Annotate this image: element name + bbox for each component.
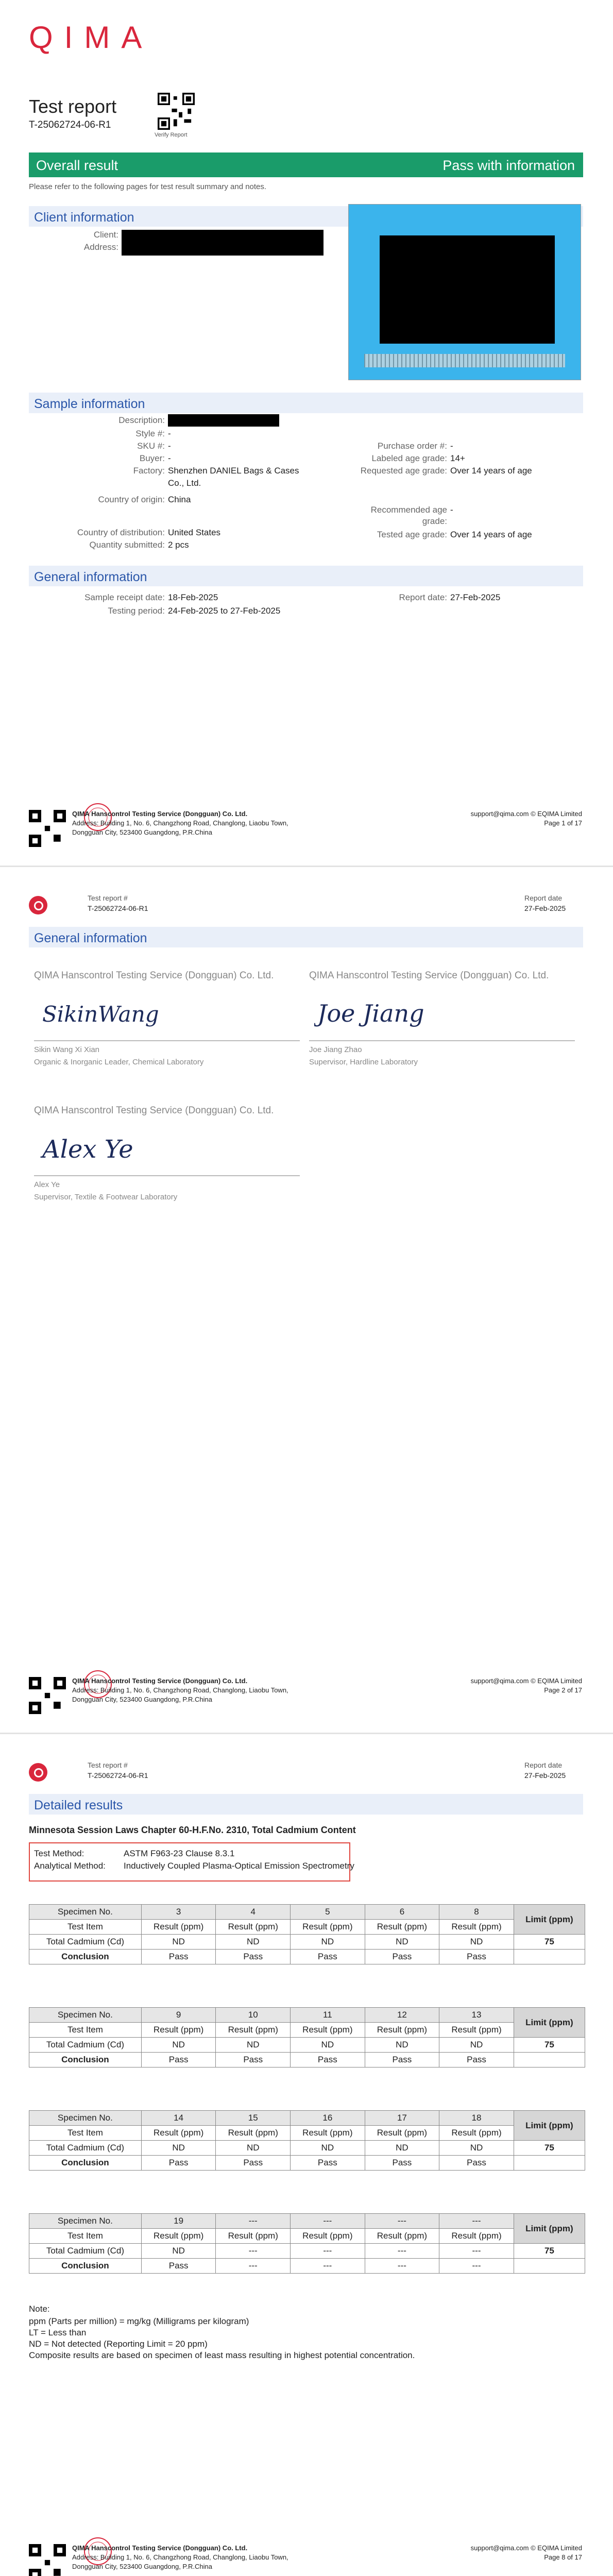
result-cell: ND <box>291 1935 365 1950</box>
footer-address-2: Dongguan City, 523400 Guangdong, P.R.China <box>72 1696 212 1703</box>
test-method-label: Test Method: <box>34 1849 84 1858</box>
footer-company: QIMA Hanscontrol Testing Service (Dongguan) Co. Ltd. <box>72 2544 248 2552</box>
specimen-cell: --- <box>291 2214 365 2229</box>
result-cell: ND <box>365 2038 439 2053</box>
signature-name: Sikin Wang Xi Xian <box>34 1045 100 1054</box>
limit-header-cell: Limit (ppm) <box>514 2214 585 2244</box>
signature-name: Joe Jiang Zhao <box>309 1045 362 1054</box>
recommended-age-value: - <box>450 505 453 515</box>
specimen-header-cell: Specimen No. <box>29 1905 142 1920</box>
test-item-row <box>29 2023 585 2038</box>
result-header-cell: Result (ppm) <box>141 2229 216 2244</box>
note-title: Note: <box>29 2304 50 2314</box>
result-header-cell: Result (ppm) <box>141 2023 216 2038</box>
specimen-cell: 14 <box>141 2111 216 2126</box>
test-item-cell: Test Item <box>29 2023 142 2038</box>
result-cell: ND <box>291 2141 365 2156</box>
specimen-header-cell: Specimen No. <box>29 2111 142 2126</box>
factory-value-2: Co., Ltd. <box>168 478 201 488</box>
general-info-header <box>29 566 583 586</box>
requested-age-label: Requested age grade: <box>360 466 447 476</box>
footer-contact <box>471 2544 582 2552</box>
overall-result-value: Pass with information <box>442 158 575 173</box>
tested-age-value: Over 14 years of age <box>450 530 532 539</box>
cadmium-row <box>29 2244 585 2259</box>
origin-label: Country of origin: <box>98 495 165 504</box>
specimen-header-cell: Specimen No. <box>29 2214 142 2229</box>
specimen-row <box>29 2214 585 2229</box>
conclusion-cell: Pass <box>291 2156 365 2171</box>
specimen-cell: 17 <box>365 2111 439 2126</box>
results-table <box>29 2213 585 2274</box>
quantity-label: Quantity submitted: <box>89 540 165 550</box>
page-3 <box>0 1734 613 2576</box>
recommended-age-label-1: Recommended age <box>370 505 447 515</box>
page-1 <box>0 0 613 866</box>
limit-header-cell: Limit (ppm) <box>514 2111 585 2141</box>
signature-name: Alex Ye <box>34 1180 60 1189</box>
conclusion-cell: Pass <box>141 1950 216 1964</box>
testing-period-label: Testing period: <box>108 606 165 616</box>
specimen-cell: --- <box>439 2214 514 2229</box>
footer-address-1: Address: Building 1, No. 6, Changzhong Road, Changlong, Liaobu Town, <box>72 2553 288 2561</box>
cadmium-row <box>29 2038 585 2053</box>
specimen-cell: 6 <box>365 1905 439 1920</box>
cadmium-label-cell: Total Cadmium (Cd) <box>29 1935 142 1950</box>
general-info-heading-2: General information <box>34 931 147 945</box>
result-cell: --- <box>216 2244 291 2259</box>
limit-value-cell: 75 <box>514 2038 585 2053</box>
result-header-cell: Result (ppm) <box>365 1920 439 1935</box>
conclusion-cell: Pass <box>291 2053 365 2067</box>
header-date-value: 27-Feb-2025 <box>524 1771 566 1780</box>
conclusion-cell: Pass <box>439 1950 514 1964</box>
signature-block-3 <box>34 1105 300 1208</box>
conclusion-cell: Pass <box>216 2053 291 2067</box>
report-number: T-25062724-06-R1 <box>29 120 111 130</box>
specimen-row <box>29 2008 585 2023</box>
signature-line <box>34 1175 300 1176</box>
result-cell: ND <box>141 1935 216 1950</box>
note-ppm: ppm (Parts per million) = mg/kg (Milligrams per kilogram) <box>29 2316 249 2326</box>
buyer-label: Buyer: <box>139 453 165 463</box>
page-2 <box>0 867 613 1733</box>
labeled-age-value: 14+ <box>450 453 465 463</box>
conclusion-empty-cell <box>514 2156 585 2171</box>
redacted-client-block <box>122 230 323 256</box>
sample-info-heading: Sample information <box>34 397 145 411</box>
limit-value-cell: 75 <box>514 2244 585 2259</box>
conclusion-row <box>29 2156 585 2171</box>
address-label: Address: <box>83 242 118 252</box>
result-header-cell: Result (ppm) <box>439 2023 514 2038</box>
signature-role: Supervisor, Hardline Laboratory <box>309 1058 418 1066</box>
result-header-cell: Result (ppm) <box>216 1920 291 1935</box>
footer-page-number: Page 1 of 17 <box>544 819 582 827</box>
redacted-description <box>168 414 279 427</box>
specimen-cell: 16 <box>291 2111 365 2126</box>
specimen-cell: 11 <box>291 2008 365 2023</box>
footer-company: QIMA Hanscontrol Testing Service (Dongguan) Co. Ltd. <box>72 1677 248 1685</box>
footer-address-1: Address: Building 1, No. 6, Changzhong Road, Changlong, Liaobu Town, <box>72 1686 288 1694</box>
header-report-label: Test report # <box>88 894 128 902</box>
result-cell: ND <box>141 2141 216 2156</box>
result-header-cell: Result (ppm) <box>216 2126 291 2141</box>
conclusion-cell: Pass <box>216 1950 291 1964</box>
test-item-row <box>29 1920 585 1935</box>
cadmium-row <box>29 1935 585 1950</box>
conclusion-label-cell: Conclusion <box>29 2156 142 2171</box>
factory-value-1: Shenzhen DANIEL Bags & Cases <box>168 466 299 476</box>
client-info-heading: Client information <box>34 210 134 225</box>
qima-icon <box>29 1763 47 1782</box>
svg-text:Joe Jiang: Joe Jiang <box>317 999 424 1027</box>
client-label: Client: <box>93 230 118 240</box>
qr-caption: Verify Report <box>155 132 188 138</box>
result-cell: ND <box>216 2141 291 2156</box>
analytical-method-value: Inductively Coupled Plasma-Optical Emission Spectrometry <box>124 1861 354 1871</box>
qima-logo: QIMA <box>29 20 154 55</box>
result-header-cell: Result (ppm) <box>291 1920 365 1935</box>
result-cell: ND <box>439 2038 514 2053</box>
general-info-header-2 <box>29 927 583 947</box>
report-date-value: 27-Feb-2025 <box>450 592 501 602</box>
report-date-label: Report date: <box>399 592 447 602</box>
test-method-value: ASTM F963-23 Clause 8.3.1 <box>124 1849 235 1858</box>
footer-email[interactable]: support@qima.com <box>470 2544 529 2552</box>
quantity-value: 2 pcs <box>168 540 189 550</box>
conclusion-label-cell: Conclusion <box>29 1950 142 1964</box>
result-header-cell: Result (ppm) <box>216 2229 291 2244</box>
analytical-method-label: Analytical Method: <box>34 1861 106 1871</box>
result-header-cell: Result (ppm) <box>291 2023 365 2038</box>
po-label: Purchase order #: <box>377 441 447 451</box>
specimen-cell: 18 <box>439 2111 514 2126</box>
redacted-sample-image <box>380 235 555 344</box>
signature-block-2 <box>309 970 575 1073</box>
sku-value: - <box>168 441 171 451</box>
svg-text:SikinWang: SikinWang <box>42 1002 159 1027</box>
conclusion-cell: --- <box>216 2259 291 2274</box>
requested-age-value: Over 14 years of age <box>450 466 532 476</box>
test-item-cell: Test Item <box>29 2126 142 2141</box>
footer-copyright: © EQIMA Limited <box>531 1677 582 1685</box>
limit-value-cell: 75 <box>514 1935 585 1950</box>
labeled-age-label: Labeled age grade: <box>371 453 447 463</box>
footer-contact <box>471 1677 582 1685</box>
specimen-cell: 19 <box>141 2214 216 2229</box>
signature-role: Organic & Inorganic Leader, Chemical Laboratory <box>34 1058 204 1066</box>
detailed-results-header <box>29 1794 583 1815</box>
conclusion-empty-cell <box>514 2259 585 2274</box>
footer-email[interactable]: support@qima.com <box>470 1677 529 1685</box>
footer-page-number: Page 8 of 17 <box>544 2553 582 2561</box>
result-header-cell: Result (ppm) <box>291 2126 365 2141</box>
conclusion-cell: Pass <box>291 1950 365 1964</box>
distribution-label: Country of distribution: <box>77 528 165 537</box>
specimen-header-cell: Specimen No. <box>29 2008 142 2023</box>
overall-result-bar <box>29 152 583 177</box>
regulation-title: Minnesota Session Laws Chapter 60-H.F.No. 2310, Total Cadmium Content <box>29 1825 356 1835</box>
signature-company: QIMA Hanscontrol Testing Service (Dongguan) Co. Ltd. <box>309 970 549 981</box>
footer-copyright: © EQIMA Limited <box>531 810 582 818</box>
result-cell: ND <box>216 2038 291 2053</box>
header-date-label: Report date <box>524 894 563 902</box>
style-value: - <box>168 429 171 438</box>
buyer-value: - <box>168 453 171 463</box>
distribution-value: United States <box>168 528 221 537</box>
specimen-cell: 15 <box>216 2111 291 2126</box>
result-cell: ND <box>141 2038 216 2053</box>
result-header-cell: Result (ppm) <box>291 2229 365 2244</box>
conclusion-row <box>29 2259 585 2274</box>
conclusion-label-cell: Conclusion <box>29 2259 142 2274</box>
result-header-cell: Result (ppm) <box>141 1920 216 1935</box>
specimen-cell: --- <box>365 2214 439 2229</box>
recommended-age-label-2: grade: <box>422 516 447 526</box>
header-date-label: Report date <box>524 1761 563 1769</box>
footer-qr-icon <box>29 1677 66 1714</box>
signature-block-1 <box>34 970 300 1073</box>
result-cell: ND <box>216 1935 291 1950</box>
reference-note: Please refer to the following pages for test result summary and notes. <box>29 182 267 191</box>
specimen-row <box>29 2111 585 2126</box>
cadmium-label-cell: Total Cadmium (Cd) <box>29 2244 142 2259</box>
test-item-row <box>29 2229 585 2244</box>
results-table <box>29 1904 585 1964</box>
result-header-cell: Result (ppm) <box>439 1920 514 1935</box>
footer-address-2: Dongguan City, 523400 Guangdong, P.R.China <box>72 828 212 836</box>
specimen-cell: 12 <box>365 2008 439 2023</box>
detailed-results-heading: Detailed results <box>34 1798 123 1812</box>
header-report-value: T-25062724-06-R1 <box>88 904 148 912</box>
specimen-cell: 9 <box>141 2008 216 2023</box>
conclusion-cell: Pass <box>439 2156 514 2171</box>
conclusion-cell: Pass <box>365 1950 439 1964</box>
overall-result-label: Overall result <box>36 158 118 173</box>
receipt-date-label: Sample receipt date: <box>84 592 165 602</box>
conclusion-label-cell: Conclusion <box>29 2053 142 2067</box>
result-header-cell: Result (ppm) <box>439 2126 514 2141</box>
general-info-heading: General information <box>34 570 147 584</box>
svg-text:Alex Ye: Alex Ye <box>42 1135 133 1164</box>
footer-copyright: © EQIMA Limited <box>531 2544 582 2552</box>
result-header-cell: Result (ppm) <box>439 2229 514 2244</box>
conclusion-cell: --- <box>291 2259 365 2274</box>
sample-info-header <box>29 393 583 413</box>
conclusion-row <box>29 1950 585 1964</box>
result-header-cell: Result (ppm) <box>365 2126 439 2141</box>
cadmium-row <box>29 2141 585 2156</box>
result-header-cell: Result (ppm) <box>365 2229 439 2244</box>
receipt-date-value: 18-Feb-2025 <box>168 592 218 602</box>
footer-company: QIMA Hanscontrol Testing Service (Dongguan) Co. Ltd. <box>72 810 248 818</box>
header-report-value: T-25062724-06-R1 <box>88 1771 148 1780</box>
results-table <box>29 2007 585 2067</box>
test-item-row <box>29 2126 585 2141</box>
limit-header-cell: Limit (ppm) <box>514 1905 585 1935</box>
signature-line <box>34 1040 300 1041</box>
result-header-cell: Result (ppm) <box>365 2023 439 2038</box>
result-header-cell: Result (ppm) <box>141 2126 216 2141</box>
conclusion-cell: Pass <box>141 2259 216 2274</box>
footer-address-1: Address: Building 1, No. 6, Changzhong Road, Changlong, Liaobu Town, <box>72 819 288 827</box>
test-item-cell: Test Item <box>29 1920 142 1935</box>
footer-qr-icon <box>29 2544 66 2576</box>
ruler-image <box>364 354 565 367</box>
signature-role: Supervisor, Textile & Footwear Laboratory <box>34 1193 178 1201</box>
signature-company: QIMA Hanscontrol Testing Service (Dongguan) Co. Ltd. <box>34 1105 274 1116</box>
footer-page-number: Page 2 of 17 <box>544 1686 582 1694</box>
specimen-cell: 13 <box>439 2008 514 2023</box>
conclusion-empty-cell <box>514 2053 585 2067</box>
footer-address-2: Dongguan City, 523400 Guangdong, P.R.China <box>72 2563 212 2570</box>
result-cell: ND <box>439 2141 514 2156</box>
conclusion-cell: Pass <box>141 2156 216 2171</box>
page-title: Test report <box>29 96 117 117</box>
po-value: - <box>450 441 453 451</box>
specimen-cell: 10 <box>216 2008 291 2023</box>
note-lt: LT = Less than <box>29 2328 87 2337</box>
result-cell: ND <box>365 1935 439 1950</box>
specimen-cell: 4 <box>216 1905 291 1920</box>
result-cell: ND <box>439 1935 514 1950</box>
specimen-cell: 5 <box>291 1905 365 1920</box>
footer-contact <box>471 810 582 818</box>
signature-line <box>309 1040 575 1041</box>
factory-label: Factory: <box>133 466 165 476</box>
cadmium-label-cell: Total Cadmium (Cd) <box>29 2141 142 2156</box>
origin-value: China <box>168 495 191 504</box>
description-label: Description: <box>118 415 165 425</box>
header-report-label: Test report # <box>88 1761 128 1769</box>
testing-period-value: 24-Feb-2025 to 27-Feb-2025 <box>168 606 281 616</box>
signature-company: QIMA Hanscontrol Testing Service (Dongguan) Co. Ltd. <box>34 970 274 981</box>
conclusion-cell: --- <box>439 2259 514 2274</box>
qima-icon <box>29 896 47 914</box>
header-date-value: 27-Feb-2025 <box>524 904 566 912</box>
result-cell: ND <box>365 2141 439 2156</box>
specimen-row <box>29 1905 585 1920</box>
test-item-cell: Test Item <box>29 2229 142 2244</box>
signature-ink-1 <box>39 989 163 1035</box>
result-cell: --- <box>365 2244 439 2259</box>
result-header-cell: Result (ppm) <box>216 2023 291 2038</box>
note-composite: Composite results are based on specimen of least mass resulting in highest potential concentration. <box>29 2350 415 2360</box>
conclusion-empty-cell <box>514 1950 585 1964</box>
conclusion-cell: Pass <box>141 2053 216 2067</box>
result-cell: ND <box>291 2038 365 2053</box>
results-table <box>29 2110 585 2171</box>
footer-qr-icon <box>29 810 66 847</box>
tested-age-label: Tested age grade: <box>377 530 447 539</box>
sku-label: SKU #: <box>137 441 165 451</box>
note-nd: ND = Not detected (Reporting Limit = 20 ppm) <box>29 2339 208 2349</box>
limit-header-cell: Limit (ppm) <box>514 2008 585 2038</box>
conclusion-cell: Pass <box>365 2156 439 2171</box>
specimen-cell: 3 <box>141 1905 216 1920</box>
style-label: Style #: <box>135 429 165 438</box>
sample-photo <box>348 204 581 380</box>
result-cell: --- <box>439 2244 514 2259</box>
limit-value-cell: 75 <box>514 2141 585 2156</box>
footer-email[interactable]: support@qima.com <box>470 810 529 818</box>
conclusion-cell: --- <box>365 2259 439 2274</box>
result-cell: ND <box>141 2244 216 2259</box>
qr-code-icon[interactable] <box>158 93 195 130</box>
specimen-cell: 8 <box>439 1905 514 1920</box>
result-cell: --- <box>291 2244 365 2259</box>
specimen-cell: --- <box>216 2214 291 2229</box>
signature-ink-3 <box>39 1124 173 1170</box>
signature-ink-2 <box>314 989 469 1035</box>
conclusion-cell: Pass <box>365 2053 439 2067</box>
conclusion-cell: Pass <box>216 2156 291 2171</box>
conclusion-cell: Pass <box>439 2053 514 2067</box>
conclusion-row <box>29 2053 585 2067</box>
cadmium-label-cell: Total Cadmium (Cd) <box>29 2038 142 2053</box>
